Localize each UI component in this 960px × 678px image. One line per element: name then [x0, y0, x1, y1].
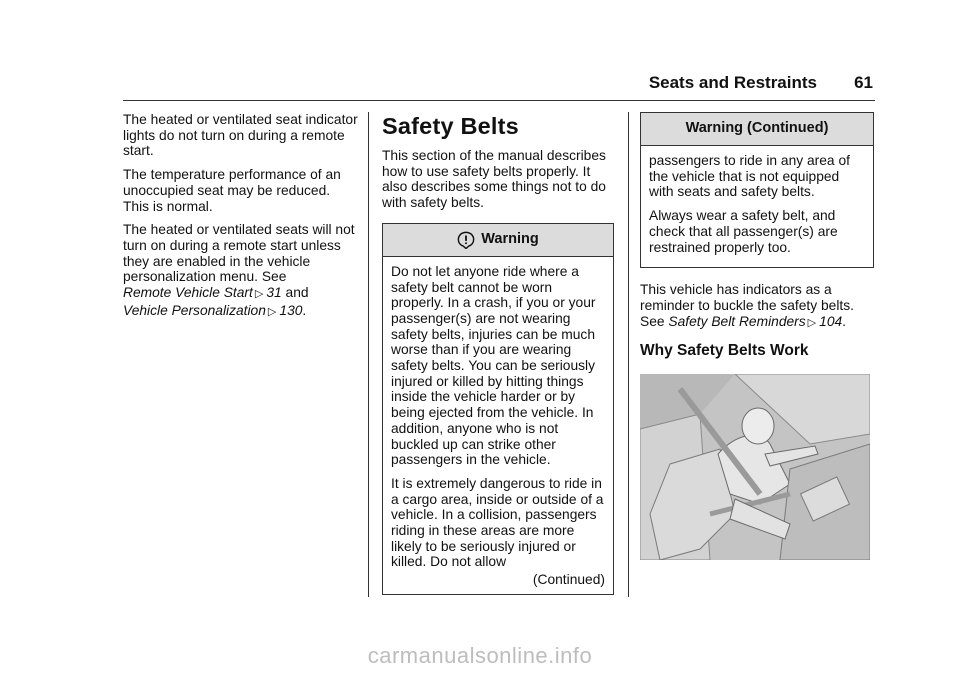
xref-title: Remote Vehicle Start: [123, 285, 253, 301]
warning-header: [641, 113, 873, 146]
paragraph: The temperature performance of an unoccupied seat may be reduced. This is normal.: [123, 167, 341, 214]
xref-vehicle-personalization[interactable]: [123, 303, 302, 318]
column-2: [382, 112, 614, 595]
xref-page: 31: [266, 285, 282, 301]
continued-label: (Continued): [532, 572, 605, 588]
paragraph-with-xrefs: [123, 222, 359, 320]
page-arrow-icon: ▷: [267, 305, 277, 318]
xref-page: 104: [819, 313, 843, 329]
paragraph-with-xref: [640, 282, 874, 331]
xref-page: 130: [279, 302, 303, 318]
warning-paragraph: passengers to ride in any area of the vehicle that is not equipped with seats and safety belts.: [649, 153, 850, 200]
column-divider: [628, 112, 629, 597]
crash-illustration: [640, 374, 870, 560]
warning-paragraph: Always wear a safety belt, and check that all passenger(s) are restrained properly too.: [649, 208, 838, 255]
intro-paragraph: This section of the manual describes how to use safety belts properly. It also describes some things not to do with safety belts.: [382, 148, 606, 211]
warning-paragraph: It is extremely dangerous to ride in a cargo area, inside or outside of a vehicle. In a collision, passengers riding in these areas are more likely to be seriously injured or killed. Do not allow: [391, 475, 604, 570]
column-divider: [368, 112, 369, 597]
page-number: 61: [854, 73, 873, 92]
warning-title: Warning: [481, 230, 539, 247]
warning-icon: [457, 231, 475, 249]
warning-box-continued: [640, 112, 874, 268]
warning-paragraph: Do not let anyone ride where a safety belt cannot be worn properly. In a crash, if you or your passenger(s) are not wearing safety belts, injuries can be much worse than if you are wearing safety belts. You can be seriously injured or killed by hitting things inside the vehicle harder or by being ejected from the vehicle. In addition, anyone who is not buckled up can strike other passengers in the vehicle.: [391, 263, 596, 468]
subheading: Why Safety Belts Work: [640, 342, 809, 360]
xref-remote-vehicle-start[interactable]: [123, 285, 286, 300]
period: .: [302, 302, 307, 318]
column-3: [640, 112, 874, 560]
page-arrow-icon: ▷: [807, 316, 817, 329]
paragraph: The heated or ventilated seat indicator lights do not turn on during a remote start.: [123, 112, 358, 159]
warning-header: [383, 224, 613, 257]
warning-box: [382, 223, 614, 595]
paragraph-text: The heated or ventilated seats will not turn on during a remote start unless they are enabled in the vehicle personalization menu. See: [123, 222, 355, 285]
xref-safety-belt-reminders[interactable]: [668, 314, 842, 329]
section-title: Seats and Restraints: [648, 73, 817, 92]
crash-illustration-graphic: [640, 374, 870, 560]
page-arrow-icon: ▷: [254, 288, 264, 301]
period: .: [842, 313, 847, 329]
column-1: [123, 112, 359, 328]
warning-title: Warning (Continued): [685, 120, 829, 137]
warning-body: [383, 257, 613, 594]
xref-title: Safety Belt Reminders: [668, 313, 806, 329]
paragraph-text: This vehicle has indicators as a reminder to buckle the safety belts. See: [640, 282, 854, 329]
warning-body: [641, 146, 873, 267]
page-header: [123, 70, 875, 101]
watermark: carmanualsonline.info: [367, 643, 593, 668]
section-heading: Safety Belts: [382, 113, 519, 139]
conjunction: and: [285, 285, 309, 301]
xref-title: Vehicle Personalization: [123, 302, 266, 318]
